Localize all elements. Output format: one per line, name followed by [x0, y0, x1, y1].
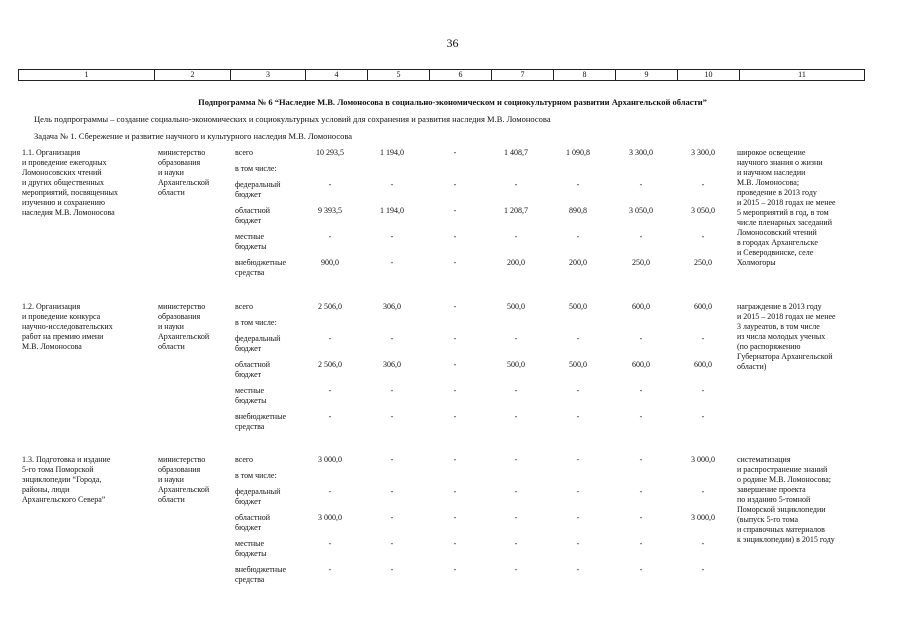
funding-value: -	[514, 565, 518, 574]
funding-value: -	[453, 539, 457, 548]
funding-value: -	[639, 539, 643, 548]
subprogram-title: Подпрограмма № 6 “Наследие М.В. Ломоносова в социально-экономическом и социокультурном развитии Архангельской области”	[198, 97, 707, 107]
funding-value: 3 000,0	[318, 455, 342, 464]
funding-value: 306,0	[383, 302, 401, 311]
funding-value: 900,0	[321, 258, 339, 267]
funding-value: -	[390, 412, 394, 421]
header-col-6: 6	[430, 70, 492, 81]
header-col-3: 3	[231, 70, 306, 81]
funding-value: -	[453, 360, 457, 369]
executor: министерство образования и науки Архангельской области	[158, 302, 210, 351]
funding-value: 890,8	[569, 206, 587, 215]
funding-value: 3 300,0	[691, 148, 715, 157]
funding-value: 1 194,0	[380, 148, 404, 157]
funding-value: -	[514, 232, 518, 241]
executor: министерство образования и науки Архангельской области	[158, 148, 210, 197]
funding-source-label: федеральный бюджет	[235, 180, 281, 199]
funding-value: -	[639, 334, 643, 343]
funding-value: 500,0	[569, 360, 587, 369]
funding-value: -	[328, 180, 332, 189]
funding-value: -	[576, 334, 580, 343]
header-col-9: 9	[616, 70, 678, 81]
funding-value: 3 300,0	[629, 148, 653, 157]
expected-result: систематизация и распространение знаний о родине М.В. Ломоносова; завершение проекта по изданию 5-томной Поморской энциклопедии (выпуск 5-го тома и справочных материалов к энциклопедии) в 2015 году	[737, 455, 835, 544]
funding-value: -	[390, 334, 394, 343]
measure-name: 1.2. Организация и проведение конкурса научно-исследовательских работ на премию имени М.В. Ломоносова	[22, 302, 113, 351]
funding-value: 3 000,0	[318, 513, 342, 522]
funding-value: -	[328, 386, 332, 395]
funding-value: 200,0	[507, 258, 525, 267]
funding-source-label: всего	[235, 302, 254, 311]
funding-value: -	[328, 565, 332, 574]
funding-value: -	[514, 539, 518, 548]
funding-value: 500,0	[507, 302, 525, 311]
funding-value: -	[576, 539, 580, 548]
funding-value: -	[328, 539, 332, 548]
funding-value: -	[576, 455, 580, 464]
funding-value: -	[701, 180, 705, 189]
funding-value: -	[328, 232, 332, 241]
funding-value: -	[514, 487, 518, 496]
funding-value: -	[701, 565, 705, 574]
subprogram-goal: Цель подпрограммы – создание социально-экономических и социокультурных условий для сохранения и развития наследия М.В. Ломоносова	[34, 114, 551, 124]
funding-value: 500,0	[507, 360, 525, 369]
funding-value: -	[701, 232, 705, 241]
funding-value: -	[576, 565, 580, 574]
funding-value: -	[701, 487, 705, 496]
funding-value: -	[576, 386, 580, 395]
funding-value: 600,0	[632, 360, 650, 369]
funding-value: 9 393,5	[318, 206, 342, 215]
funding-value: -	[390, 487, 394, 496]
funding-value: -	[514, 386, 518, 395]
funding-source-label: федеральный бюджет	[235, 487, 281, 506]
funding-source-label: всего	[235, 455, 254, 464]
funding-value: -	[639, 513, 643, 522]
funding-source-label: местные бюджеты	[235, 232, 267, 251]
funding-value: -	[701, 386, 705, 395]
executor: министерство образования и науки Архангельской области	[158, 455, 210, 504]
funding-value: -	[639, 232, 643, 241]
funding-value: -	[514, 455, 518, 464]
funding-value: -	[514, 180, 518, 189]
funding-value: -	[328, 412, 332, 421]
funding-source-label: в том числе:	[235, 164, 277, 173]
header-col-11: 11	[740, 70, 865, 81]
funding-value: -	[453, 412, 457, 421]
funding-value: -	[390, 180, 394, 189]
funding-value: -	[576, 232, 580, 241]
funding-value: 2 506,0	[318, 360, 342, 369]
funding-value: -	[639, 565, 643, 574]
funding-value: 600,0	[632, 302, 650, 311]
funding-value: -	[639, 180, 643, 189]
funding-source-label: областной бюджет	[235, 360, 271, 379]
funding-value: -	[453, 232, 457, 241]
funding-value: -	[701, 412, 705, 421]
funding-source-label: внебюджетные средства	[235, 258, 286, 277]
funding-source-label: в том числе:	[235, 318, 277, 327]
funding-value: 1 208,7	[504, 206, 528, 215]
header-col-7: 7	[492, 70, 554, 81]
header-col-1: 1	[19, 70, 155, 81]
funding-value: -	[514, 412, 518, 421]
funding-source-label: областной бюджет	[235, 206, 271, 225]
column-number-header	[18, 69, 865, 81]
funding-value: -	[639, 487, 643, 496]
funding-value: 200,0	[569, 258, 587, 267]
funding-value: -	[453, 302, 457, 311]
funding-value: -	[453, 513, 457, 522]
funding-value: 600,0	[694, 302, 712, 311]
funding-value: 250,0	[694, 258, 712, 267]
funding-value: -	[639, 412, 643, 421]
funding-value: -	[390, 455, 394, 464]
funding-value: 1 408,7	[504, 148, 528, 157]
funding-value: -	[390, 232, 394, 241]
funding-value: -	[514, 513, 518, 522]
funding-value: -	[390, 565, 394, 574]
funding-value: 10 293,5	[316, 148, 344, 157]
expected-result: широкое освещение научного знания о жизни и научном наследии М.В. Ломоносова; проведение в 2013 году и 2015 – 2018 годах не менее 5 мероприятий в год, в том числе пленарных заседаний Ломоносовский чтений в городах Архангельске и Северодвинске, селе Холмогоры	[737, 148, 836, 267]
funding-value: -	[701, 334, 705, 343]
funding-value: -	[453, 334, 457, 343]
funding-value: -	[576, 487, 580, 496]
funding-value: -	[453, 386, 457, 395]
funding-source-label: в том числе:	[235, 471, 277, 480]
funding-source-label: внебюджетные средства	[235, 412, 286, 431]
measure-name: 1.3. Подготовка и издание 5-го тома Поморской энциклопедии “Города, районы, люди Архангельского Севера”	[22, 455, 111, 504]
page-number: 36	[446, 36, 459, 50]
funding-value: -	[453, 258, 457, 267]
header-col-8: 8	[554, 70, 616, 81]
header-col-5: 5	[368, 70, 430, 81]
funding-value: -	[328, 334, 332, 343]
funding-value: 2 506,0	[318, 302, 342, 311]
funding-value: 306,0	[383, 360, 401, 369]
funding-value: -	[453, 180, 457, 189]
funding-value: -	[390, 513, 394, 522]
header-col-4: 4	[306, 70, 368, 81]
funding-value: 1 090,8	[566, 148, 590, 157]
funding-source-label: внебюджетные средства	[235, 565, 286, 584]
expected-result: награждение в 2013 году и 2015 – 2018 годах не менее 3 лауреатов, в том числе из числа молодых ученых (по распоряжению Губернатора Архангельской области)	[737, 302, 836, 371]
funding-value: 3 050,0	[629, 206, 653, 215]
funding-value: -	[453, 148, 457, 157]
funding-value: -	[453, 487, 457, 496]
funding-value: 3 050,0	[691, 206, 715, 215]
header-col-10: 10	[678, 70, 740, 81]
funding-value: -	[639, 386, 643, 395]
funding-value: -	[576, 412, 580, 421]
funding-value: 3 000,0	[691, 455, 715, 464]
funding-value: -	[390, 258, 394, 267]
funding-value: -	[453, 206, 457, 215]
funding-value: -	[390, 539, 394, 548]
header-col-2: 2	[155, 70, 231, 81]
funding-value: 1 194,0	[380, 206, 404, 215]
funding-value: -	[639, 455, 643, 464]
funding-value: 250,0	[632, 258, 650, 267]
funding-value: -	[328, 487, 332, 496]
funding-value: -	[514, 334, 518, 343]
funding-value: -	[701, 539, 705, 548]
funding-value: -	[453, 565, 457, 574]
funding-source-label: местные бюджеты	[235, 386, 267, 405]
funding-value: -	[390, 386, 394, 395]
funding-source-label: областной бюджет	[235, 513, 271, 532]
measure-name: 1.1. Организация и проведение ежегодных Ломоносовских чтений и других общественных мероприятий, посвященных изучению и сохранению наследия М.В. Ломоносова	[22, 148, 118, 217]
funding-value: 600,0	[694, 360, 712, 369]
funding-value: 3 000,0	[691, 513, 715, 522]
funding-source-label: всего	[235, 148, 254, 157]
funding-value: -	[576, 180, 580, 189]
funding-value: 500,0	[569, 302, 587, 311]
funding-source-label: местные бюджеты	[235, 539, 267, 558]
task-heading: Задача № 1. Сбережение и развитие научного и культурного наследия М.В. Ломоносова	[34, 131, 353, 141]
funding-source-label: федеральный бюджет	[235, 334, 281, 353]
funding-value: -	[453, 455, 457, 464]
funding-value: -	[576, 513, 580, 522]
